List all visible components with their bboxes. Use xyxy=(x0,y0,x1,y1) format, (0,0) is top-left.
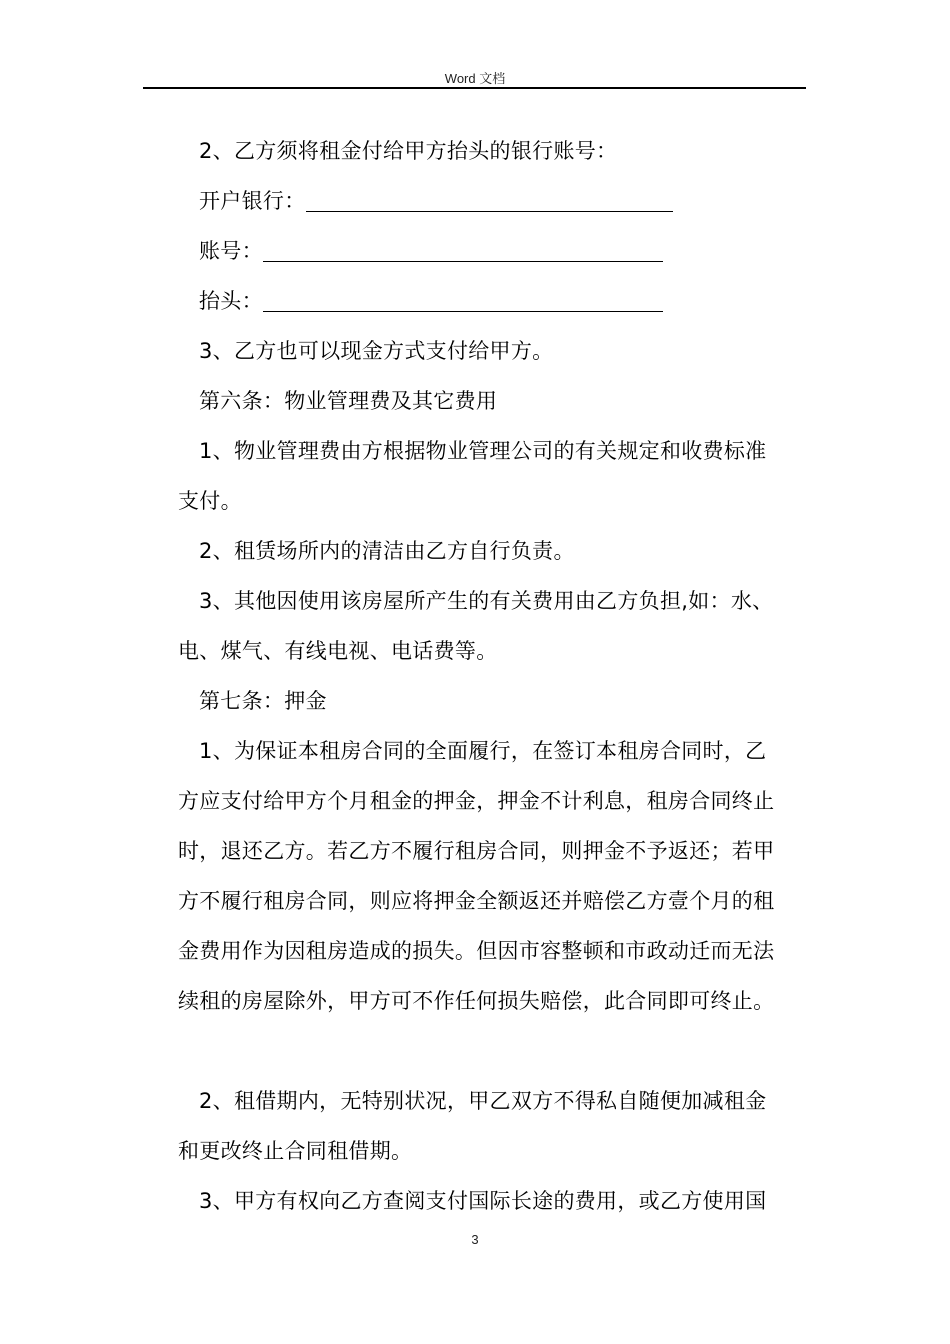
field-label: 账号： xyxy=(199,239,263,263)
section-heading: 第六条：物业管理费及其它费用 xyxy=(199,389,498,413)
bank-name-field xyxy=(178,176,808,226)
paragraph-line: 续租的房屋除外，甲方可不作任何损失赔偿，此合同即可终止。 xyxy=(178,989,775,1013)
field-label: 抬头： xyxy=(199,289,263,313)
paragraph-line: 和更改终止合同租借期。 xyxy=(178,1139,413,1163)
paragraph-line: 方不履行租房合同，则应将押金全额返还并赔偿乙方壹个月的租 xyxy=(178,889,775,913)
account-number-field xyxy=(178,226,808,276)
paragraph-line: 2、乙方须将租金付给甲方抬头的银行账号： xyxy=(199,139,618,163)
paragraph-line: 3、乙方也可以现金方式支付给甲方。 xyxy=(199,339,554,363)
fill-in-blank xyxy=(263,237,663,262)
paragraph-line: 时，退还乙方。若乙方不履行租房合同，则押金不予返还；若甲 xyxy=(178,839,775,863)
paragraph-line: 3、其他因使用该房屋所产生的有关费用由乙方负担,如：水、 xyxy=(199,589,774,613)
fill-in-blank xyxy=(306,187,673,212)
section-heading: 第七条：押金 xyxy=(199,689,327,713)
paragraph-line: 方应支付给甲方个月租金的押金，押金不计利息，租房合同终止 xyxy=(178,789,775,813)
paragraph-line: 金费用作为因租房造成的损失。但因市容整顿和市政动迁而无法 xyxy=(178,939,775,963)
fill-in-blank xyxy=(263,287,663,312)
blank-line xyxy=(178,1026,808,1076)
account-holder-field xyxy=(178,276,808,326)
paragraph-line: 2、租借期内，无特别状况，甲乙双方不得私自随便加减租金 xyxy=(199,1089,767,1113)
paragraph-line: 2、租赁场所内的清洁由乙方自行负责。 xyxy=(199,539,575,563)
paragraph-line: 1、物业管理费由方根据物业管理公司的有关规定和收费标准 xyxy=(199,439,767,463)
paragraph-line: 电、煤气、有线电视、电话费等。 xyxy=(178,639,498,663)
field-label: 开户银行： xyxy=(199,189,306,213)
paragraph-line: 1、为保证本租房合同的全面履行，在签订本租房合同时，乙 xyxy=(199,739,767,763)
paragraph-line: 支付。 xyxy=(178,489,242,513)
page-number: 3 xyxy=(471,1232,479,1247)
document-body xyxy=(178,126,808,1226)
header-divider xyxy=(143,87,806,89)
paragraph-line: 3、甲方有权向乙方查阅支付国际长途的费用，或乙方使用国 xyxy=(199,1189,767,1213)
document-header-title: Word 文档 xyxy=(444,71,506,86)
